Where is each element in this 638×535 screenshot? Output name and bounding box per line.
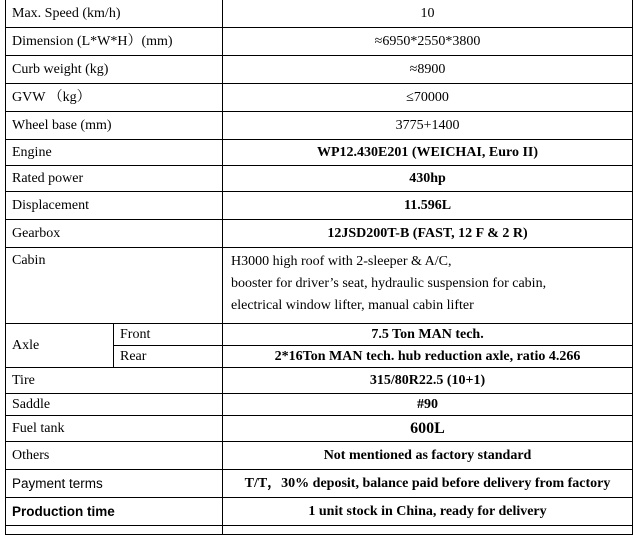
table-row-production <box>6 498 633 526</box>
curb-weight-label: Curb weight (kg) <box>6 56 223 84</box>
tire-value: 315/80R22.5 (10+1) <box>223 368 633 394</box>
table-row-max-speed <box>6 0 633 28</box>
gvw-value: ≤70000 <box>223 84 633 112</box>
cabin-line-1: H3000 high roof with 2-sleeper & A/C, <box>231 254 452 269</box>
others-label: Others <box>6 442 223 470</box>
gearbox-label: Gearbox <box>6 220 223 248</box>
displacement-value: 11.596L <box>223 192 633 220</box>
axle-front-label: Front <box>114 324 223 346</box>
table-row-saddle <box>6 394 633 416</box>
axle-rear-label: Rear <box>114 346 223 368</box>
displacement-label: Displacement <box>6 192 223 220</box>
table-row-fuel-tank <box>6 416 633 442</box>
table-row-dimension <box>6 28 633 56</box>
table-row-payment <box>6 470 633 498</box>
gvw-label: GVW （kg） <box>6 84 223 112</box>
engine-value: WP12.430E201 (WEICHAI, Euro II) <box>223 140 633 166</box>
table-row-trailing <box>6 526 633 535</box>
table-row-curb-weight <box>6 56 633 84</box>
tire-label: Tire <box>6 368 223 394</box>
curb-weight-value: ≈8900 <box>223 56 633 84</box>
axle-label: Axle <box>6 324 114 368</box>
table-row-gvw <box>6 84 633 112</box>
table-row-engine <box>6 140 633 166</box>
axle-front-value: 7.5 Ton MAN tech. <box>223 324 633 346</box>
production-label: Production time <box>6 498 223 526</box>
rated-power-value: 430hp <box>223 166 633 192</box>
saddle-label: Saddle <box>6 394 223 416</box>
gearbox-value: 12JSD200T-B (FAST, 12 F & 2 R) <box>223 220 633 248</box>
table-row-cabin <box>6 248 633 324</box>
max-speed-value: 10 <box>223 0 633 28</box>
table-row-displacement <box>6 192 633 220</box>
wheel-base-value: 3775+1400 <box>223 112 633 140</box>
production-value: 1 unit stock in China, ready for delivery <box>223 498 633 526</box>
table-row-rated-power <box>6 166 633 192</box>
cabin-line-3: electrical window lifter, manual cabin lifter <box>231 298 474 313</box>
cabin-label: Cabin <box>6 248 223 324</box>
fuel-tank-label: Fuel tank <box>6 416 223 442</box>
dimension-label: Dimension (L*W*H）(mm) <box>6 28 223 56</box>
spec-table <box>5 0 633 535</box>
engine-label: Engine <box>6 140 223 166</box>
others-value: Not mentioned as factory standard <box>223 442 633 470</box>
fuel-tank-value: 600L <box>223 416 633 442</box>
wheel-base-label: Wheel base (mm) <box>6 112 223 140</box>
cabin-line-2: booster for driver’s seat, hydraulic suspension for cabin, <box>231 276 547 291</box>
axle-rear-value: 2*16Ton MAN tech. hub reduction axle, ratio 4.266 <box>223 346 633 368</box>
trailing-cell-left <box>6 526 223 535</box>
saddle-value: #90 <box>223 394 633 416</box>
payment-label: Payment terms <box>6 470 223 498</box>
rated-power-label: Rated power <box>6 166 223 192</box>
trailing-cell-right <box>223 526 633 535</box>
table-row-others <box>6 442 633 470</box>
cabin-value <box>223 248 633 324</box>
payment-value: T/T，30% deposit, balance paid before delivery from factory <box>223 470 633 498</box>
max-speed-label: Max. Speed (km/h) <box>6 0 223 28</box>
table-row-gearbox <box>6 220 633 248</box>
table-row-axle-front <box>6 324 633 346</box>
dimension-value: ≈6950*2550*3800 <box>223 28 633 56</box>
table-row-wheel-base <box>6 112 633 140</box>
table-row-tire <box>6 368 633 394</box>
